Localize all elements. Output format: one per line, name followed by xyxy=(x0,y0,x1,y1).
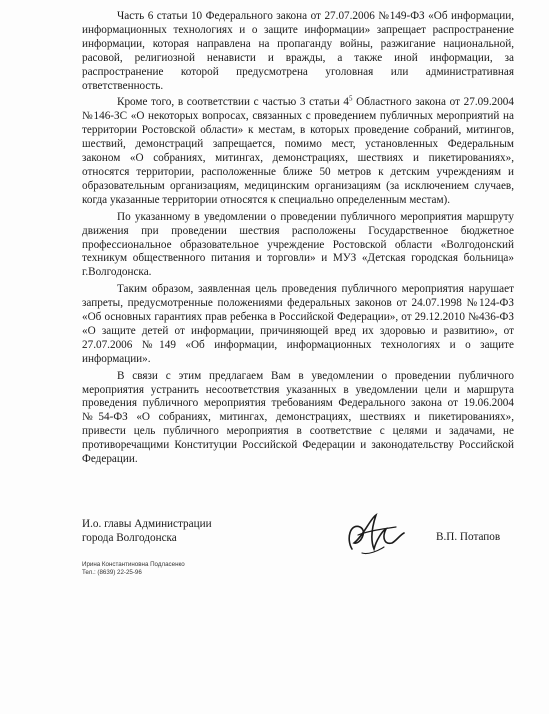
signatory-position xyxy=(82,517,212,545)
paragraph-5: В связи с этим предлагаем Вам в уведомлении о проведении публичного мероприятия устранить несоответствия указанных в уведомлении цели и маршрута проведения публичного мероприятия требованиям Федерального закона от 19.06.2004 №54-ФЗ «О собраниях, митингах, демонстрациях, шествиях и пикетированиях», привести цель публичного мероприятия в соответствие с целями и задачами, не противоречащими Конституции Российской Федерации и законодательству Российской Федерации. xyxy=(82,369,514,466)
paragraph-1: Часть 6 статьи 10 Федерального закона от 27.07.2006 №149-ФЗ «Об информации, информационных технологиях и о защите информации» запрещает распространение информации, которая направлена на пропаганду войны, разжигание национальной, расовой, религиозной ненависти и вражды, а также иной информации, за распространение которой предусмотрена уголовная или административная ответственность. xyxy=(82,10,514,92)
position-line-2: города Волгодонска xyxy=(82,532,177,544)
signatory-name: В.П. Потапов xyxy=(436,531,501,543)
paragraph-2-rest: Областного закона от 27.09.2004 №146-ЗС «О некоторых вопросах, связанных с проведением публичных мероприятий на территории Ростовской области» к местам, в которых проведение собраний, митингов, шествий, демонстраций запрещается, помимо мест, установленных Федеральным законом «О собраниях, митингах, демонстрациях, шествиях и пикетированиях», относятся территории, расположенные ближе 50 метров к детским учреждениям и образовательным организациям, медицинским организациям (за исключением случаев, когда указанные территории относятся к специально определенным местам). xyxy=(82,96,514,206)
letter-body xyxy=(82,10,514,470)
handwritten-signature xyxy=(338,505,408,561)
paragraph-2 xyxy=(82,96,514,207)
paragraph-3: По указанному в уведомлении о проведении публичного мероприятия маршруту движения при проведении шествия расположены Государственное бюджетное профессиональное образовательное учреждение Ростовской области «Волгодонский техникум общественного питания и торговли» и МУЗ «Детская городская больница» г.Волгодонска. xyxy=(82,210,514,279)
executor-info xyxy=(82,561,185,577)
executor-phone: Тел.: (8639) 22-25-96 xyxy=(82,569,142,576)
paragraph-2-start: Кроме того, в соответствии с частью 3 статьи 4 xyxy=(117,96,349,109)
position-line-1: И.о. главы Администрации xyxy=(82,518,212,530)
paragraph-4: Таким образом, заявленная цель проведения публичного мероприятия нарушает запреты, предусмотренные положениями федеральных законов от 24.07.1998 №124-ФЗ «Об основных гарантиях прав ребенка в Российской Федерации», от 29.12.2010 №436-ФЗ «О защите детей от информации, причиняющей вред их здоровью и развитию», от 27.07.2006 №149 «Об информации, информационных технологиях и о защите информации». xyxy=(82,283,514,365)
article-superscript: 5 xyxy=(349,94,353,103)
executor-name: Ирина Константиновна Подласенко xyxy=(82,561,185,568)
